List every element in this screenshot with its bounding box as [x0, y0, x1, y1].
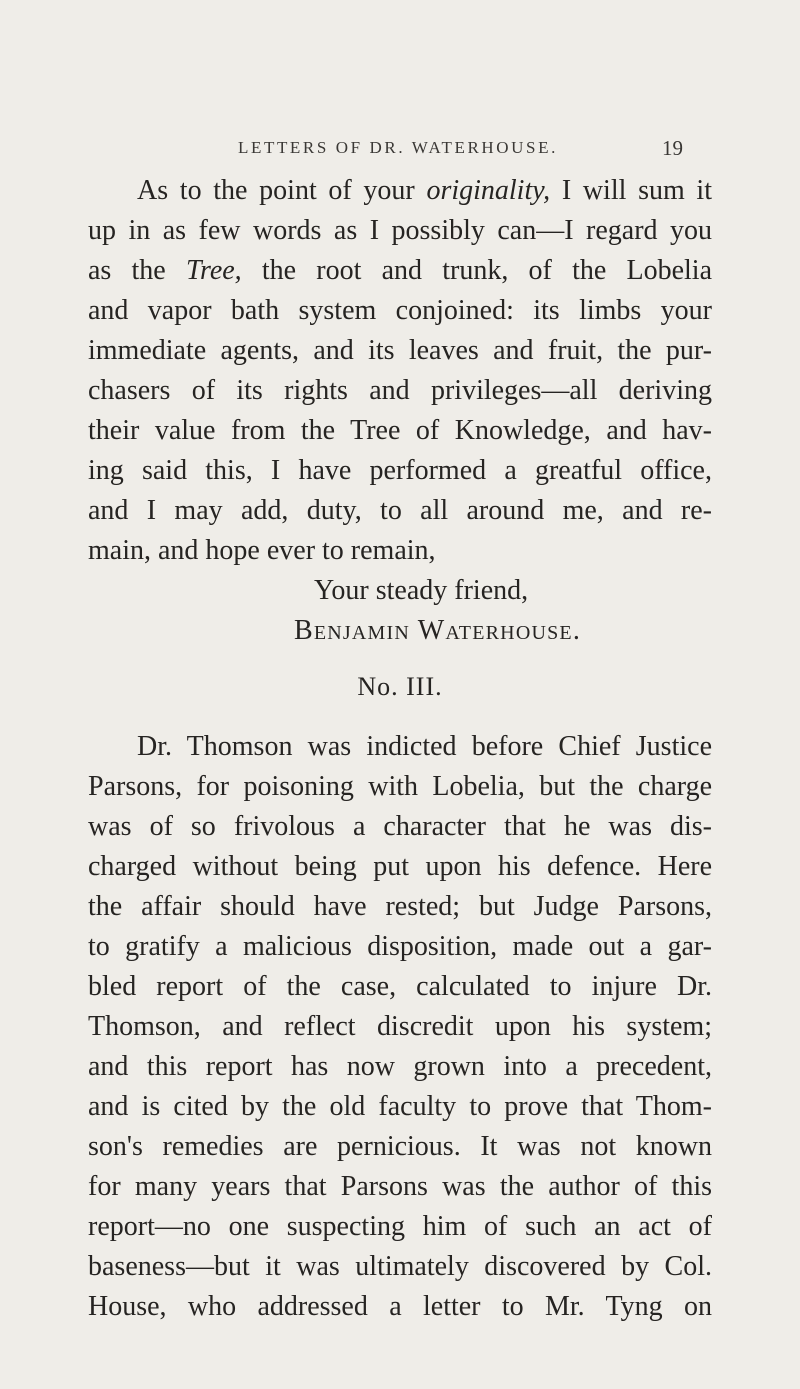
text-line: for many years that Parsons was the author of this: [88, 1171, 712, 1202]
text-line: to gratify a malicious disposition, made out a gar-: [88, 931, 712, 962]
text-line: their value from the Tree of Knowledge, and hav-: [88, 415, 712, 446]
section-heading: No. III.: [357, 672, 443, 701]
text-line: [137, 174, 712, 208]
text-line: Dr. Thomson was indicted before Chief Justice: [137, 731, 712, 762]
text-line: and this report has now grown into a precedent,: [88, 1051, 712, 1082]
text-line: and I may add, duty, to all around me, and re-: [88, 495, 712, 526]
text-line: was of so frivolous a character that he was dis-: [88, 811, 712, 842]
text-line: son's remedies are pernicious. It was not known: [88, 1131, 712, 1162]
running-title: LETTERS OF DR. WATERHOUSE.: [238, 138, 558, 157]
letter-closing: Your steady friend,: [314, 575, 529, 606]
text-line: and is cited by the old faculty to prove that Thom-: [88, 1091, 712, 1122]
text-line: ing said this, I have performed a greatful office,: [88, 455, 712, 486]
text-line: and vapor bath system conjoined: its limbs your: [88, 295, 712, 326]
text-line: main, and hope ever to remain,: [88, 535, 436, 566]
text-line: report—no one suspecting him of such an act of: [88, 1211, 712, 1242]
text-line: up in as few words as I possibly can—I regard you: [88, 215, 712, 246]
running-head: [0, 138, 800, 168]
text-line: Parsons, for poisoning with Lobelia, but the charge: [88, 771, 712, 802]
text-line: Thomson, and reflect discredit upon his system;: [88, 1011, 712, 1042]
text-line: [88, 254, 712, 288]
text-run: I will sum it: [550, 175, 712, 206]
text-line: House, who addressed a letter to Mr. Tyng on: [88, 1291, 712, 1322]
text-line: chasers of its rights and privileges—all deriving: [88, 375, 712, 406]
text-line: bled report of the case, calculated to injure Dr.: [88, 971, 712, 1002]
text-line: the affair should have rested; but Judge Parsons,: [88, 891, 712, 922]
text-line: immediate agents, and its leaves and fruit, the pur-: [88, 335, 712, 366]
text-run: the root and trunk, of the Lobelia: [241, 255, 712, 286]
emphasized-word: Tree,: [185, 255, 242, 286]
emphasized-word: originality,: [426, 175, 551, 206]
letter-signature: Benjamin Waterhouse.: [294, 615, 582, 646]
text-line: charged without being put upon his defence. Here: [88, 851, 712, 882]
text-line: baseness—but it was ultimately discovered by Col.: [88, 1251, 712, 1282]
page-number: 19: [662, 136, 683, 160]
text-run: as the: [88, 255, 186, 286]
text-run: As to the point of your: [137, 175, 427, 206]
